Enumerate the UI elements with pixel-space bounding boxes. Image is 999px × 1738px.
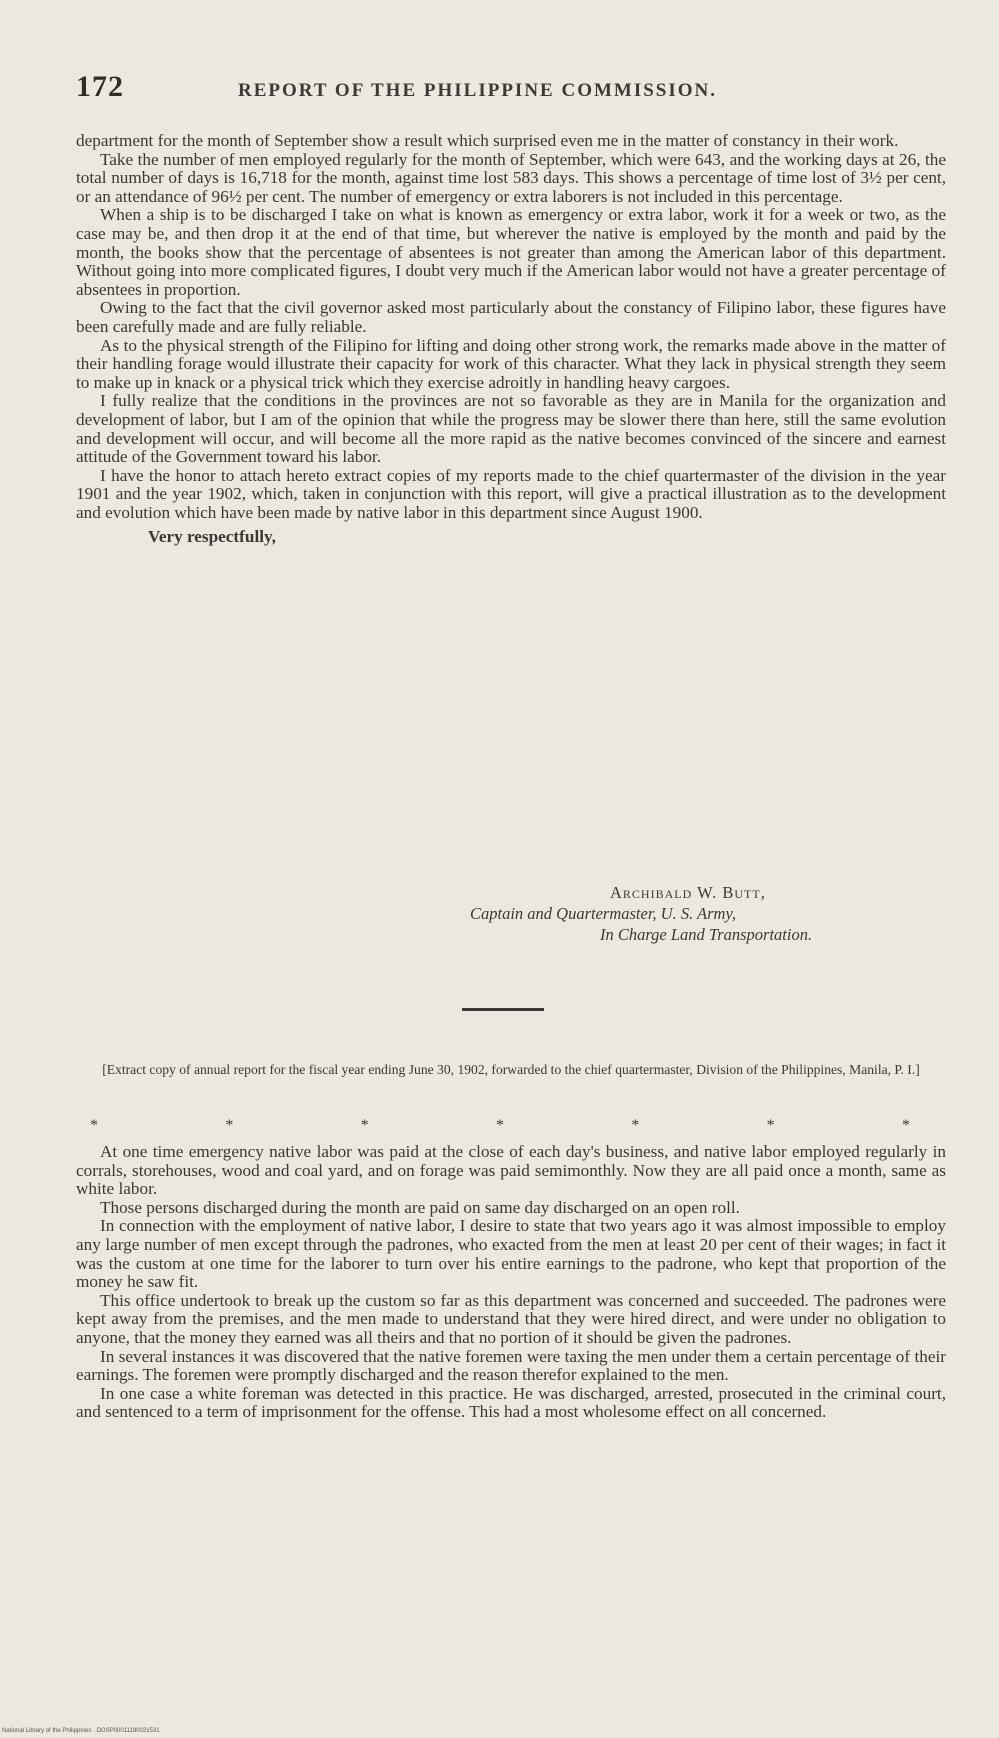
paragraph: In connection with the employment of native labor, I desire to state that two years ago it was almost impossible to employ any large number of men except through the padrones, who exacted from the men at least 20 per cent of their wages; in fact it was the custom at one time for the laborer to turn over his entire earnings to the padrone, who kept that proportion of the money he saw fit. (76, 1216, 946, 1292)
extract-body (76, 1143, 946, 1422)
star: * (90, 1117, 98, 1134)
paragraph: In one case a white foreman was detected in this practice. He was discharged, arrested, prosecuted in the criminal court, and sentenced to a term of imprisonment for the offense. This had a most wholesome effect on all concerned. (76, 1383, 946, 1422)
letter-closing: Very respectfully, (148, 527, 276, 547)
signature-name: Archibald W. Butt, (610, 883, 766, 902)
star: * (901, 1117, 910, 1134)
paragraph: When a ship is to be discharged I take on what is known as emergency or extra labor, work it for a week or two, as the case may be, and then drop it at the end of that time, but wherever the native is employed by the month and paid by the month, the books show that the percentage of absentees is not greater than among the American labor of this department. Without going into more complicated figures, I doubt very much if the American labor would not have a greater percentage of absentees in proportion. (76, 205, 946, 299)
paragraph: I have the honor to attach hereto extract copies of my reports made to the chief quartermaster of the division in the year 1901 and the year 1902, which, taken in conjunction with this report, will give a practical illustration as to the development and evolution which have been made by native labor in this department since August 1900. (76, 465, 946, 522)
signature-charge: In Charge Land Transportation. (600, 925, 813, 944)
running-head: REPORT OF THE PHILIPPINE COMMISSION. (238, 80, 718, 101)
paragraph: This office undertook to break up the custom so far as this department was concerned and succeeded. The padrones were kept away from the premises, and the men made to understand that they were hired direct, and were under no obligation to anyone, that the money they earned was all theirs and that no portion of it should be given the padrones. (76, 1290, 946, 1347)
page-header (76, 70, 946, 110)
paragraph: As to the physical strength of the Filipino for lifting and doing other strong work, the remarks made above in the matter of their handling forage would illustrate their capacity for work of this character. What they lack in physical strength they seem to make up in knack or a physical trick which they exercise adroitly in handling heavy cargoes. (76, 335, 946, 392)
paragraph: department for the month of September show a result which surprised even me in the matter of constancy in their work. (76, 131, 899, 150)
star: * (225, 1117, 234, 1134)
section-divider (462, 1008, 544, 1011)
extract-note: [Extract copy of annual report for the fiscal year ending June 30, 1902, forwarded to the chief quartermaster, Division of the Philippines, Manila, P. I.] (102, 1062, 920, 1077)
signature-title: Captain and Quartermaster, U. S. Army, (470, 904, 736, 923)
star: * (360, 1117, 369, 1134)
paragraph: In several instances it was discovered that the native foremen were taxing the men under them a certain percentage of their earnings. The foremen were promptly discharged and the reason therefor explained to the men. (76, 1346, 946, 1385)
star: * (766, 1117, 775, 1134)
star: * (631, 1117, 640, 1134)
ellipsis-stars (90, 1117, 910, 1135)
paragraph: I fully realize that the conditions in the provinces are not so favorable as they are in Manila for the organization and development of labor, but I am of the opinion that while the progress may be slower there than here, still the same evolution and development will occur, and will become all the more rapid as the native becomes convinced of the sincere and earnest attitude of the Government toward his labor. (76, 391, 946, 467)
scan-footer: National Library of the Philippines · DOSP00011190021531 (2, 1728, 160, 1734)
paragraph: Take the number of men employed regularly for the month of September, which were 643, and the working days at 26, the total number of days is 16,718 for the month, against time lost 583 days. This shows a percentage of time lost of 3½ per cent, or an attendance of 96½ per cent. The number of emergency or extra laborers is not included in this percentage. (76, 149, 946, 206)
paragraph: Owing to the fact that the civil governor asked most particularly about the constancy of Filipino labor, these figures have been carefully made and are fully reliable. (76, 298, 946, 336)
star: * (495, 1117, 504, 1134)
letter-body (76, 132, 946, 547)
paragraph: Those persons discharged during the month are paid on same day discharged on an open roll. (100, 1197, 740, 1217)
signature-block (470, 882, 950, 945)
paragraph: At one time emergency native labor was paid at the close of each day's business, and native labor employed regularly in corrals, storehouses, wood and coal yard, and on forage was paid semimonthly. Now they are all paid once a month, same as white labor. (76, 1142, 946, 1199)
page-number: 172 (76, 70, 124, 103)
